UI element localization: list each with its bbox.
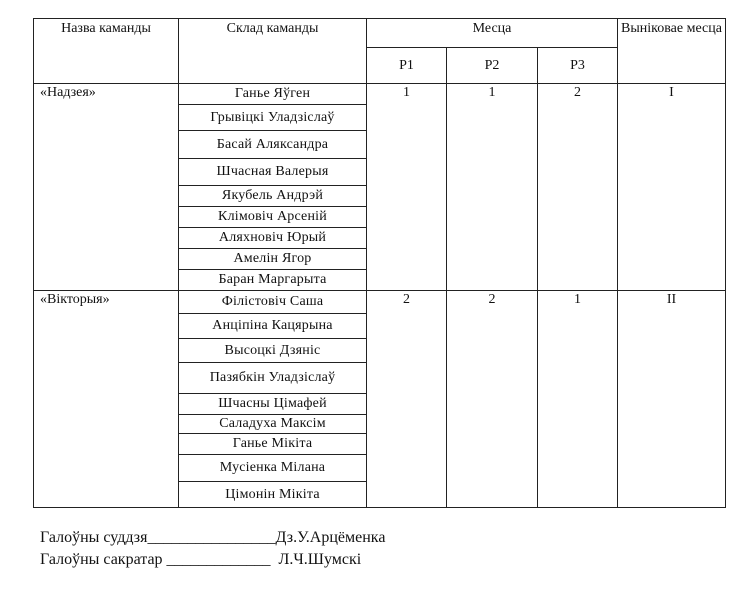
team-member: Басай Аляксандра	[179, 131, 367, 159]
chief-judge-label: Галоўны суддзя	[40, 529, 148, 546]
team-member: Аляхновіч Юрый	[179, 228, 367, 249]
header-result: Выніковае месца	[618, 19, 726, 84]
place-r1: 1	[367, 84, 447, 291]
header-round-2: Р2	[447, 48, 538, 84]
chief-secretary-label: Галоўны сакратар	[40, 551, 163, 568]
chief-judge-name: Дз.У.Арцёменка	[275, 529, 386, 546]
team-member: Анціпіна Кацярына	[179, 314, 367, 339]
place-r2: 1	[447, 84, 538, 291]
team-name-cell: «Вікторыя»	[34, 291, 179, 508]
place-r2: 2	[447, 291, 538, 508]
place-r3: 1	[538, 291, 618, 508]
team-member: Клімовіч Арсеній	[179, 207, 367, 228]
team-member: Мусіенка Мілана	[179, 455, 367, 482]
signature-blank: _____________	[166, 551, 271, 568]
header-round-1: Р1	[367, 48, 447, 84]
chief-secretary-line	[40, 551, 361, 569]
results-table	[33, 18, 726, 508]
team-member: Філістовіч Саша	[179, 291, 367, 314]
chief-secretary-name: Л.Ч.Шумскі	[278, 551, 362, 568]
place-r3: 2	[538, 84, 618, 291]
header-places: Месца	[367, 19, 618, 48]
team-member: Высоцкі Дзяніс	[179, 339, 367, 363]
team-member: Баран Маргарыта	[179, 270, 367, 291]
chief-judge-line	[40, 529, 385, 547]
team-member: Амелін Ягор	[179, 249, 367, 270]
final-place: I	[618, 84, 726, 291]
team-member: Шчасны Цімафей	[179, 394, 367, 415]
final-place: II	[618, 291, 726, 508]
team-member: Грывіцкі Уладзіслаў	[179, 105, 367, 131]
team-member: Якубель Андрэй	[179, 186, 367, 207]
header-team-name: Назва каманды	[34, 19, 179, 84]
team-member: Цімонін Мікіта	[179, 482, 367, 508]
header-composition: Склад каманды	[179, 19, 367, 84]
team-member: Ганье Яўген	[179, 84, 367, 105]
team-member: Ганье Мікіта	[179, 434, 367, 455]
team-member: Шчасная Валерыя	[179, 159, 367, 186]
team-name-cell: «Надзея»	[34, 84, 179, 291]
team-member: Пазябкін Уладзіслаў	[179, 363, 367, 394]
place-r1: 2	[367, 291, 447, 508]
team-member: Саладуха Максім	[179, 415, 367, 434]
signature-blank: ________________	[147, 529, 276, 546]
header-round-3: Р3	[538, 48, 618, 84]
